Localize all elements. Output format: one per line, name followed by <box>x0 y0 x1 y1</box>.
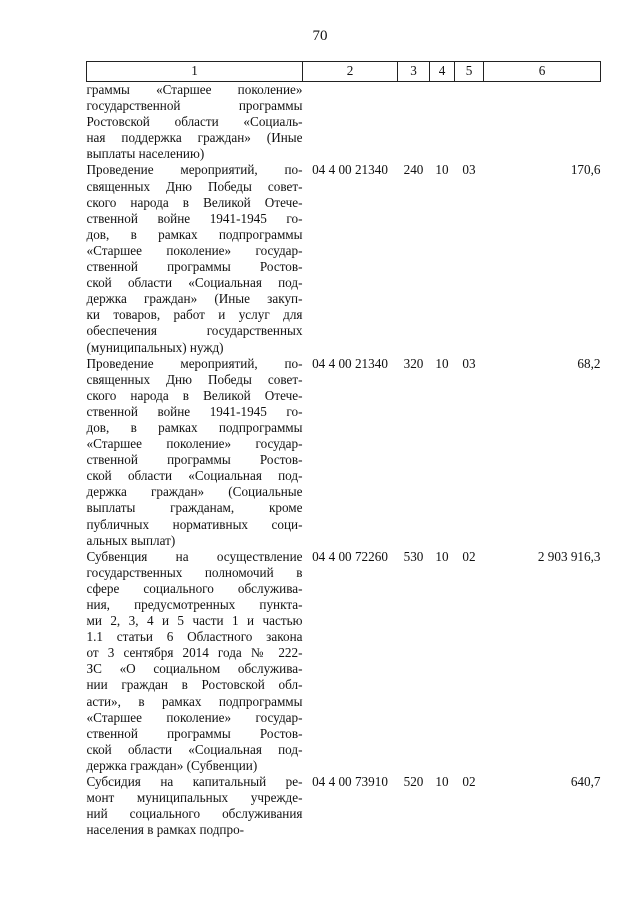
expense-type: 240 <box>403 162 424 178</box>
description-line: Ростовской области «Социаль- <box>86 114 303 130</box>
budget-table <box>86 61 601 838</box>
section <box>430 82 455 163</box>
amount <box>484 82 601 163</box>
description-line: священных Дню Победы совет- <box>86 178 303 194</box>
row-description <box>87 549 303 774</box>
description-line: публичных нормативных соци- <box>86 516 303 532</box>
subsection <box>455 82 484 163</box>
row-description <box>87 356 303 549</box>
description-line: населения в рамках подпро- <box>86 822 245 838</box>
amount: 640,7 <box>570 774 601 790</box>
description-line: держка граждан» (Иные закуп- <box>86 291 303 307</box>
description-line: ской области «Социальная под- <box>86 741 303 757</box>
expense-type: 520 <box>403 774 424 790</box>
description-line: «Старшее поколение» государ- <box>86 242 303 258</box>
description-line: выплаты населению) <box>86 146 205 162</box>
description-line: нии граждан в Ростовской обл- <box>86 677 303 693</box>
description-line: «Старшее поколение» государ- <box>86 436 303 452</box>
amount: 170,6 <box>570 162 601 178</box>
subsection: 03 <box>462 162 476 178</box>
description-line: ЗС «О социальном обслужива- <box>86 661 303 677</box>
target-code <box>303 82 398 163</box>
row-description <box>87 774 303 838</box>
description-line: Проведение мероприятий, по- <box>86 162 303 178</box>
description-line: ского народа в Великой Отече- <box>86 194 303 210</box>
amount: 2 903 916,3 <box>537 548 601 564</box>
column-header: 5 <box>455 62 484 82</box>
section: 10 <box>435 774 449 790</box>
description-line: «Старшее поколение» государ- <box>86 709 303 725</box>
amount: 68,2 <box>577 355 601 371</box>
description-line: ми 2, 3, 4 и 5 части 1 и частью <box>86 613 303 629</box>
description-line: ственной войне 1941-1945 го- <box>86 403 303 419</box>
description-line: (муниципальных) нужд) <box>86 339 224 355</box>
description-line: ской области «Социальная под- <box>86 275 303 291</box>
subsection: 02 <box>462 548 476 564</box>
description-line: Субвенция на осуществление <box>86 548 303 564</box>
subsection: 03 <box>462 355 476 371</box>
expense-type <box>398 82 430 163</box>
table-row <box>87 549 601 774</box>
section: 10 <box>435 355 449 371</box>
description-line: сфере социального обслужива- <box>86 580 303 596</box>
description-line: держка граждан» (Субвенции) <box>86 757 258 773</box>
header-row <box>87 62 601 82</box>
target-code: 04 4 00 21340 <box>312 162 388 178</box>
description-line: держка граждан» (Социальные <box>86 484 303 500</box>
section: 10 <box>435 162 449 178</box>
description-line: Проведение мероприятий, по- <box>86 355 303 371</box>
description-line: дов, в рамках подпрограммы <box>86 419 303 435</box>
column-header: 3 <box>398 62 430 82</box>
column-header: 4 <box>430 62 455 82</box>
column-header: 1 <box>87 62 303 82</box>
description-line: монт муниципальных учрежде- <box>86 790 303 806</box>
description-line: от 3 сентября 2014 года № 222- <box>86 645 303 661</box>
table-row <box>87 82 601 163</box>
column-header: 2 <box>303 62 398 82</box>
section: 10 <box>435 548 449 564</box>
description-line: ний социального обслуживания <box>86 806 303 822</box>
description-line: обеспечения государственных <box>86 323 303 339</box>
target-code: 04 4 00 73910 <box>312 774 388 790</box>
description-line: дов, в рамках подпрограммы <box>86 226 303 242</box>
description-line: 1.1 статьи 6 Областного закона <box>86 629 303 645</box>
column-header: 6 <box>484 62 601 82</box>
expense-type: 530 <box>403 548 424 564</box>
table-row <box>87 162 601 355</box>
description-line: ственной программы Ростов- <box>86 259 303 275</box>
target-code: 04 4 00 72260 <box>312 548 388 564</box>
description-line: асти», в рамках подпрограммы <box>86 693 303 709</box>
page-number: 70 <box>312 28 328 44</box>
description-line: государственных полномочий в <box>86 564 303 580</box>
description-line: ской области «Социальная под- <box>86 468 303 484</box>
row-description <box>87 162 303 355</box>
table-row <box>87 356 601 549</box>
description-line: ского народа в Великой Отече- <box>86 387 303 403</box>
description-line: ния, предусмотренных пункта- <box>86 597 303 612</box>
row-description <box>87 82 303 163</box>
description-line: альных выплат) <box>86 532 176 548</box>
description-line: священных Дню Победы совет- <box>86 371 303 387</box>
description-line: Субсидия на капитальный ре- <box>86 774 303 790</box>
description-line: ственной программы Ростов- <box>86 725 303 741</box>
expense-type: 320 <box>403 355 424 371</box>
description-line: ственной войне 1941-1945 го- <box>86 210 303 226</box>
description-line: ная поддержка граждан» (Иные <box>86 130 303 146</box>
description-line: ки товаров, работ и услуг для <box>86 307 303 323</box>
description-line: ственной программы Ростов- <box>86 452 303 468</box>
description-line: выплаты гражданам, кроме <box>86 500 303 516</box>
subsection: 02 <box>462 774 476 790</box>
target-code: 04 4 00 21340 <box>312 355 388 371</box>
table-row <box>87 774 601 838</box>
description-line: государственной программы <box>86 98 303 114</box>
description-line: граммы «Старшее поколение» <box>86 82 303 97</box>
